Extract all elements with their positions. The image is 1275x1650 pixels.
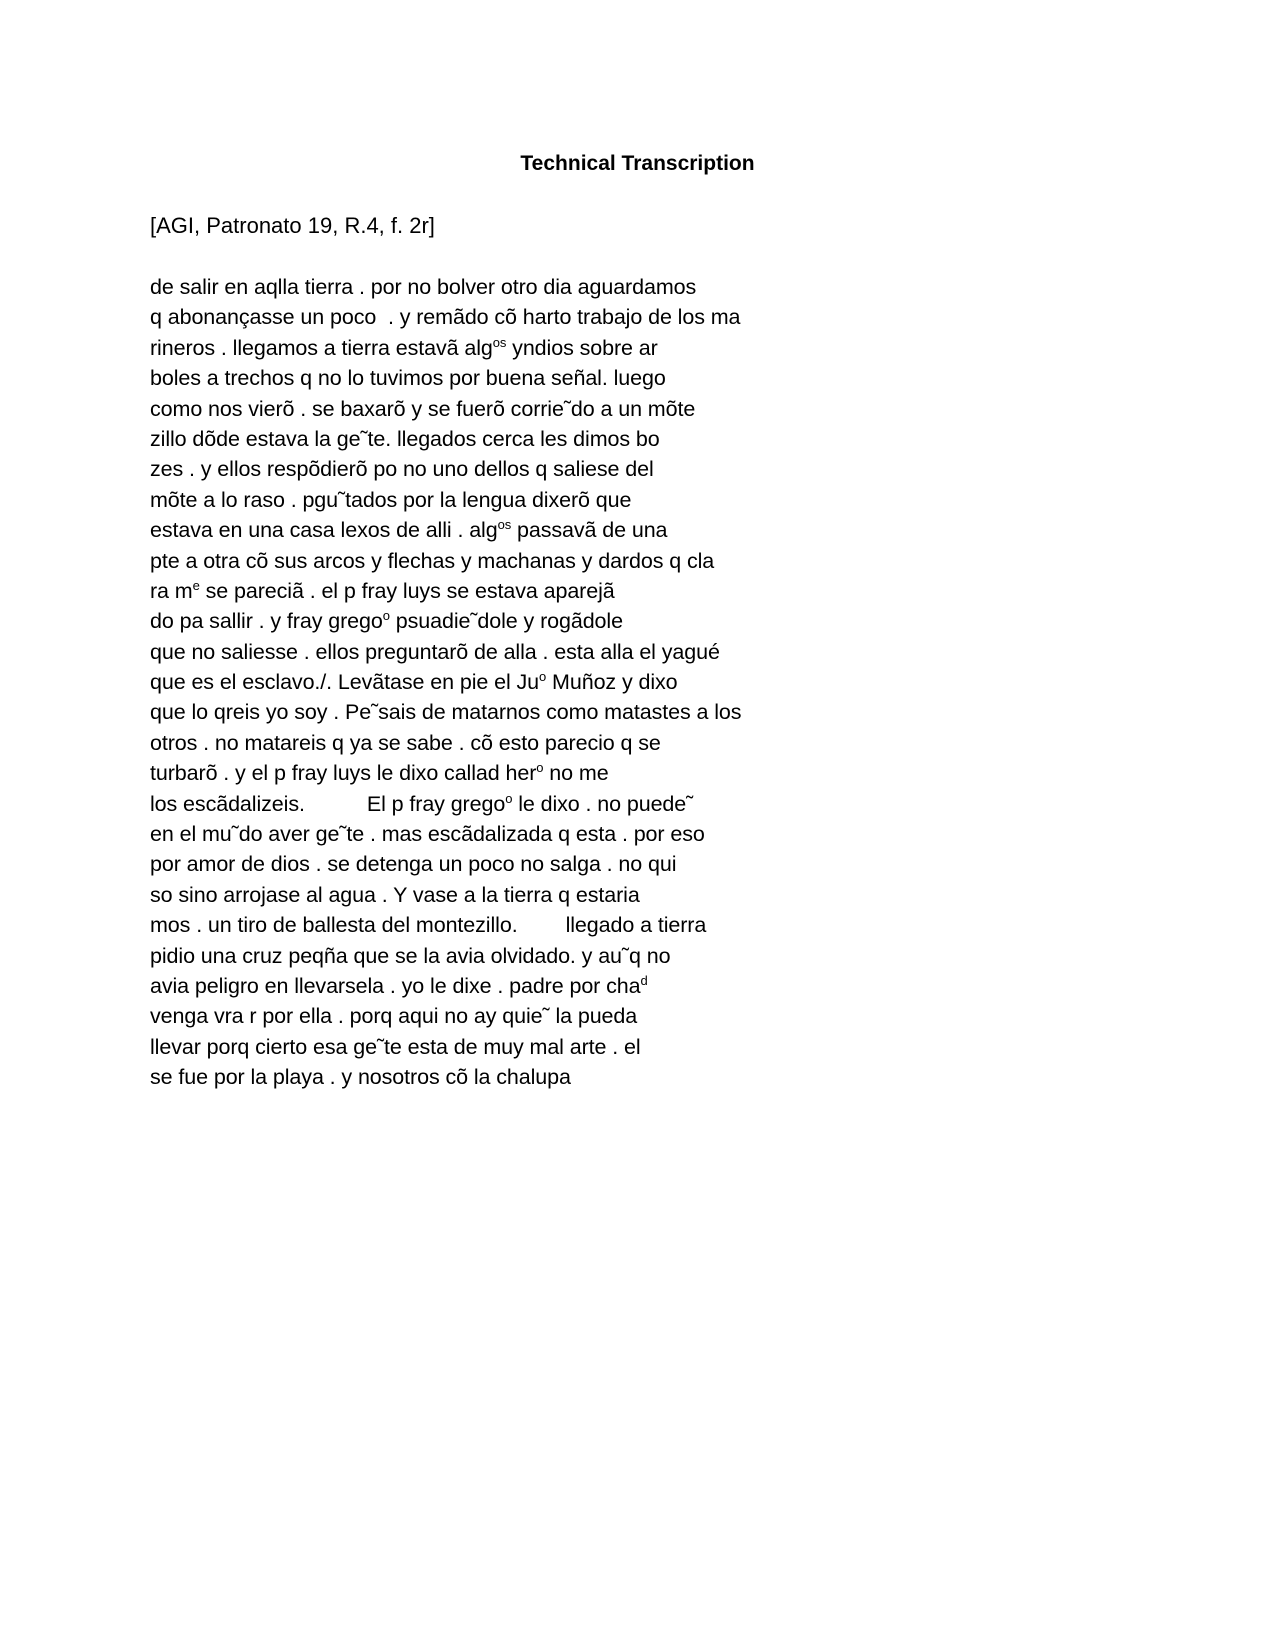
line-text: mos . un tiro de ballesta del montezillo. bbox=[150, 913, 518, 938]
transcription-line bbox=[150, 485, 870, 515]
transcription-line bbox=[150, 667, 870, 697]
transcription-line bbox=[150, 454, 870, 484]
line-text: passavã de una bbox=[511, 518, 668, 543]
line-text: le dixo . no puede˜ bbox=[512, 791, 694, 816]
line-text: pte a otra cõ sus arcos y flechas y machanas y dardos q cla bbox=[150, 548, 715, 573]
archive-citation: [AGI, Patronato 19, R.4, f. 2r] bbox=[150, 213, 435, 238]
line-text: que lo qreis yo soy . Pe˜sais de matarnos como matastes a los bbox=[150, 700, 742, 725]
transcription-line bbox=[150, 880, 870, 910]
line-text: psuadie˜dole y rogãdole bbox=[389, 609, 623, 634]
line-text: estava en una casa lexos de alli . alg bbox=[150, 518, 498, 543]
transcription-line bbox=[150, 1062, 870, 1092]
transcription-line bbox=[150, 819, 870, 849]
line-text: llevar porq cierto esa ge˜te esta de muy mal arte . el bbox=[150, 1034, 641, 1059]
line-text: venga vra r por ella . porq aqui no ay quie˜ la pueda bbox=[150, 1004, 638, 1029]
line-text: mõte a lo raso . pgu˜tados por la lengua dixerõ que bbox=[150, 487, 632, 512]
transcription-body bbox=[150, 272, 870, 1093]
transcription-line bbox=[150, 849, 870, 879]
line-text: rineros . llegamos a tierra estavã alg bbox=[150, 335, 493, 360]
line-text: zes . y ellos respõdierõ po no uno dellos q saliese del bbox=[150, 457, 654, 482]
transcription-line bbox=[150, 576, 870, 606]
line-text: se pareciã . el p fray luys se estava aparejã bbox=[199, 578, 615, 603]
transcription-line bbox=[150, 758, 870, 788]
line-text: que es el esclavo./. Levãtase en pie el Ju bbox=[150, 670, 540, 695]
line-text: llegado a tierra bbox=[565, 913, 707, 938]
superscript-abbreviation: o bbox=[539, 669, 547, 685]
transcription-line bbox=[150, 971, 870, 1001]
line-text: zillo dõde estava la ge˜te. llegados cerca les dimos bo bbox=[150, 426, 660, 451]
line-text: en el mu˜do aver ge˜te . mas escãdalizada q esta . por eso bbox=[150, 822, 705, 847]
transcription-line bbox=[150, 546, 870, 576]
superscript-abbreviation: o bbox=[382, 608, 390, 624]
transcription-line bbox=[150, 606, 870, 636]
line-text: no me bbox=[543, 761, 609, 786]
transcription-line bbox=[150, 637, 870, 667]
line-text: avia peligro en llevarsela . yo le dixe . padre por cha bbox=[150, 973, 641, 998]
superscript-abbreviation: os bbox=[492, 334, 507, 350]
line-text: El p fray grego bbox=[366, 791, 506, 816]
transcription-line bbox=[150, 272, 870, 302]
line-text: so sino arrojase al agua . Y vase a la tierra q estaria bbox=[150, 882, 640, 907]
line-text: de salir en aqlla tierra . por no bolver otro dia aguardamos bbox=[150, 275, 697, 299]
superscript-abbreviation: d bbox=[640, 972, 648, 988]
line-text: como nos vierõ . se baxarõ y se fuerõ corrie˜do a un mõte bbox=[150, 396, 696, 421]
transcription-line bbox=[150, 394, 870, 424]
line-text: boles a trechos q no lo tuvimos por buena señal. luego bbox=[150, 366, 666, 391]
transcription-line bbox=[150, 515, 870, 545]
document-title: Technical Transcription bbox=[520, 152, 755, 175]
line-text: turbarõ . y el p fray luys le dixo callad her bbox=[150, 761, 537, 786]
line-text: do pa sallir . y fray grego bbox=[150, 609, 383, 634]
transcription-line bbox=[150, 697, 870, 727]
transcription-line bbox=[150, 728, 870, 758]
line-text: se fue por la playa . y nosotros cõ la chalupa bbox=[150, 1065, 571, 1090]
line-text: pidio una cruz peqña que se la avia olvidado. y au˜q no bbox=[150, 943, 671, 968]
transcription-line bbox=[150, 1032, 870, 1062]
superscript-abbreviation: o bbox=[536, 760, 544, 776]
transcription-line bbox=[150, 789, 870, 819]
superscript-abbreviation: o bbox=[505, 790, 513, 806]
transcription-line bbox=[150, 910, 870, 940]
line-text: que no saliesse . ellos preguntarõ de alla . esta alla el yagué bbox=[150, 639, 720, 664]
transcription-line bbox=[150, 333, 870, 363]
line-text: Muñoz y dixo bbox=[546, 670, 678, 695]
transcription-line bbox=[150, 363, 870, 393]
line-text: q abonançasse un poco . y remãdo cõ harto trabajo de los ma bbox=[150, 305, 741, 330]
line-text: los escãdalizeis. bbox=[150, 791, 305, 816]
superscript-abbreviation: os bbox=[497, 517, 512, 533]
line-text: ra m bbox=[150, 578, 193, 603]
transcription-line bbox=[150, 302, 870, 332]
transcription-line bbox=[150, 424, 870, 454]
transcription-line bbox=[150, 941, 870, 971]
line-text: por amor de dios . se detenga un poco no salga . no qui bbox=[150, 852, 677, 877]
line-text: yndios sobre ar bbox=[506, 335, 658, 360]
line-text: otros . no matareis q ya se sabe . cõ esto parecio q se bbox=[150, 730, 661, 755]
transcription-line bbox=[150, 1001, 870, 1031]
superscript-abbreviation: e bbox=[192, 577, 200, 593]
